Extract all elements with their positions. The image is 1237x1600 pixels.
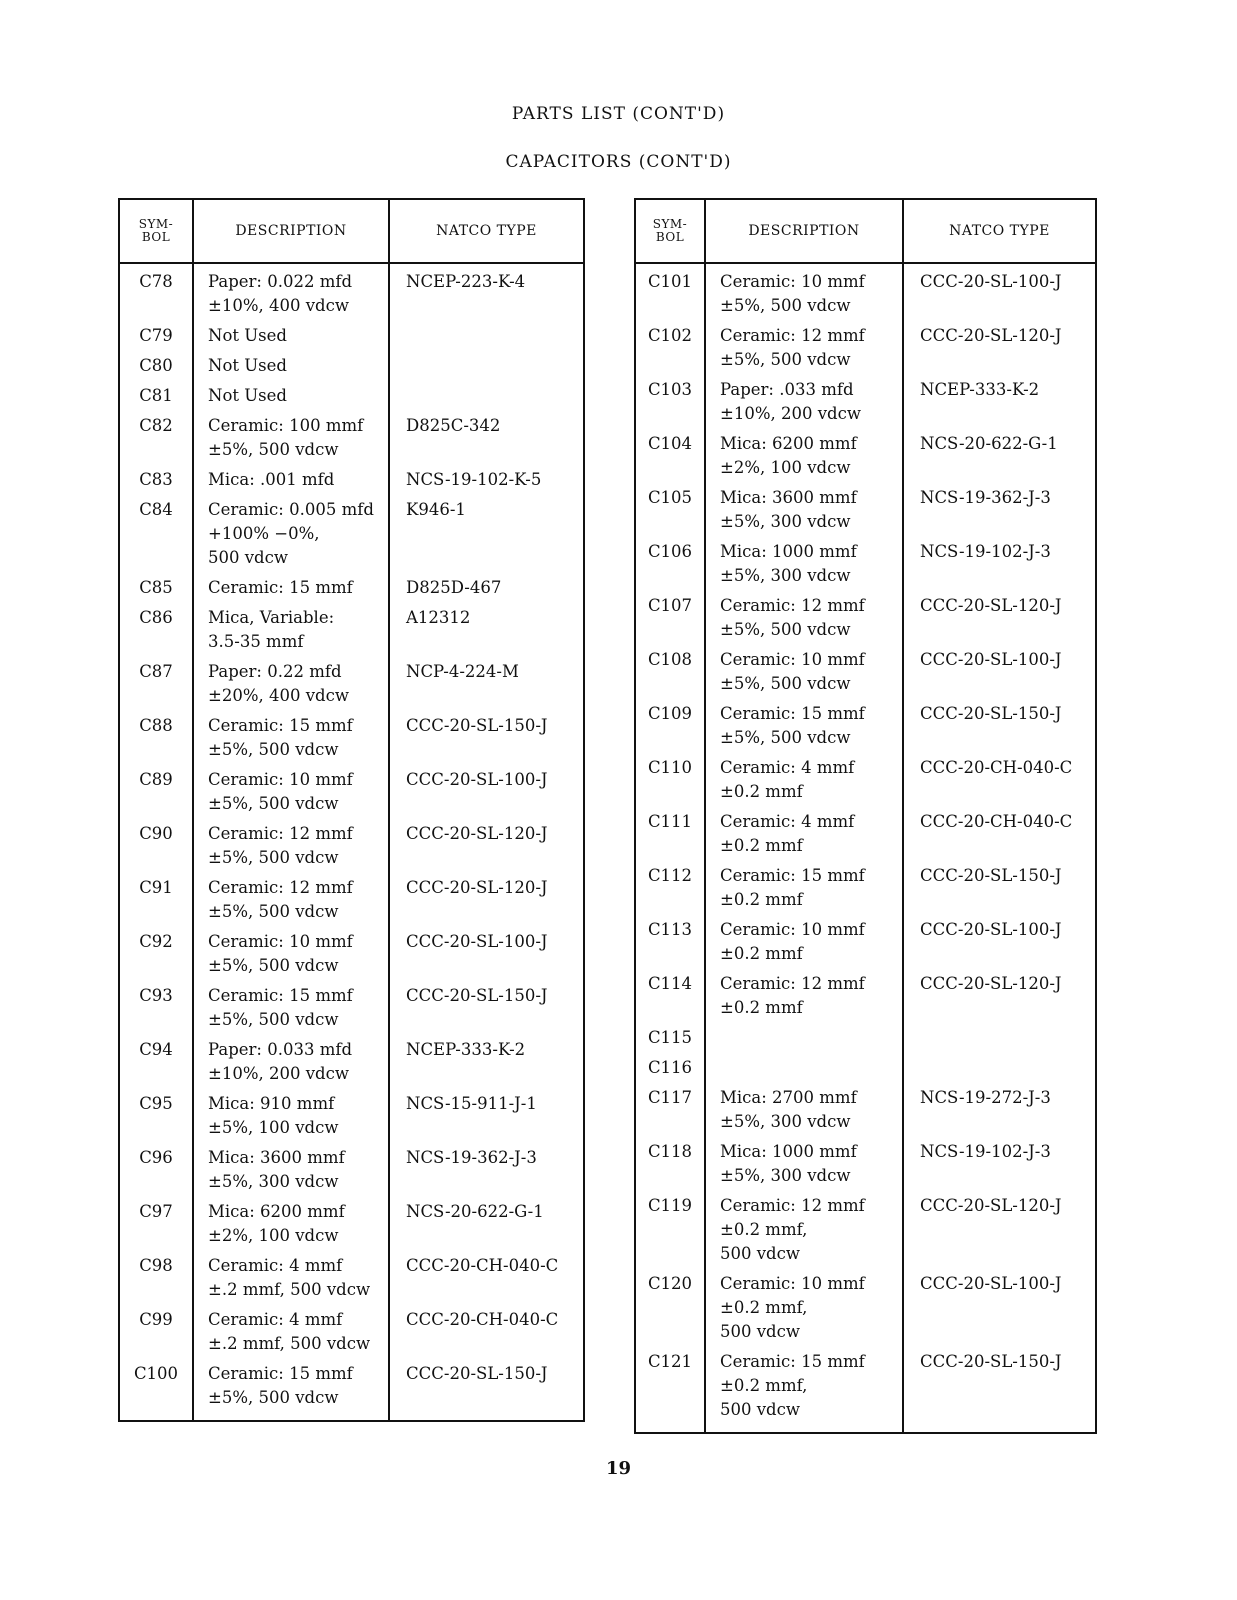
- natco-type-cell: D825C-342: [406, 416, 501, 435]
- table-row: [119, 978, 584, 1032]
- page-number: 19: [605, 1458, 632, 1479]
- description-cell: [193, 348, 389, 378]
- section-subtitle: CAPACITORS (CONT'D): [505, 152, 732, 172]
- symbol-cell: C120: [635, 1266, 705, 1344]
- symbol-cell: C84: [119, 492, 193, 570]
- symbol-cell: C114: [635, 966, 705, 1020]
- symbol-cell: C78: [119, 263, 193, 318]
- symbol-cell: C121: [635, 1344, 705, 1433]
- description-cell: [193, 570, 389, 600]
- natco-type-cell: [903, 1020, 1096, 1050]
- natco-type-cell: NCS-19-102-J-3: [920, 1142, 1051, 1161]
- symbol-cell: C87: [119, 654, 193, 708]
- description-cell: [705, 1266, 903, 1344]
- type-column-header: NATCO TYPE: [389, 199, 584, 263]
- natco-type-cell: CCC-20-SL-100-J: [406, 770, 548, 789]
- description-cell: [193, 1140, 389, 1194]
- symbol-cell: C95: [119, 1086, 193, 1140]
- description-cell: [193, 816, 389, 870]
- table-row: [119, 378, 584, 408]
- table-row: [635, 1080, 1096, 1134]
- description-cell: [193, 378, 389, 408]
- symbol-cell: C109: [635, 696, 705, 750]
- table-row: [635, 1266, 1096, 1344]
- description-cell: [705, 912, 903, 966]
- natco-type-cell: CCC-20-SL-120-J: [920, 326, 1062, 345]
- table-row: [635, 1134, 1096, 1188]
- description-cell: [193, 1356, 389, 1421]
- description-cell: [705, 750, 903, 804]
- description-cell: [193, 1194, 389, 1248]
- symbol-cell: C81: [119, 378, 193, 408]
- natco-type-cell: NCS-20-622-G-1: [920, 434, 1058, 453]
- description-text: Mica: .001 mfd: [208, 470, 335, 489]
- table-row: [635, 696, 1096, 750]
- table-row: [119, 408, 584, 462]
- natco-type-cell: D825D-467: [406, 578, 502, 597]
- description-text: Ceramic: 15 mmf ±5%, 500 vdcw: [720, 704, 865, 747]
- table-row: [119, 1032, 584, 1086]
- table-row: [635, 1188, 1096, 1266]
- natco-type-cell: CCC-20-SL-120-J: [920, 974, 1062, 993]
- table-row: [635, 318, 1096, 372]
- description-cell: [705, 1188, 903, 1266]
- description-text: Ceramic: 4 mmf ±.2 mmf, 500 vdcw: [208, 1310, 371, 1353]
- description-text: Ceramic: 10 mmf ±5%, 500 vdcw: [208, 932, 353, 975]
- description-text: Ceramic: 12 mmf ±0.2 mmf: [720, 974, 865, 1017]
- description-text: Not Used: [208, 356, 287, 375]
- description-text: Paper: 0.22 mfd ±20%, 400 vdcw: [208, 662, 349, 705]
- table-row: [635, 966, 1096, 1020]
- description-cell: [193, 762, 389, 816]
- table-row: [119, 816, 584, 870]
- description-cell: [705, 426, 903, 480]
- natco-type-cell: CCC-20-SL-120-J: [406, 824, 548, 843]
- symbol-cell: C110: [635, 750, 705, 804]
- description-text: Mica: 1000 mmf ±5%, 300 vdcw: [720, 1142, 857, 1185]
- natco-type-cell: NCS-19-362-J-3: [920, 488, 1051, 507]
- symbol-cell: C107: [635, 588, 705, 642]
- description-text: Ceramic: 0.005 mfd +100% −0%, 500 vdcw: [208, 500, 374, 567]
- natco-type-cell: K946-1: [406, 500, 466, 519]
- description-text: Ceramic: 100 mmf ±5%, 500 vdcw: [208, 416, 364, 459]
- description-text: Mica, Variable: 3.5-35 mmf: [208, 608, 335, 651]
- table-row: [635, 263, 1096, 318]
- description-cell: [705, 1050, 903, 1080]
- symbol-cell: C117: [635, 1080, 705, 1134]
- description-cell: [705, 1020, 903, 1050]
- symbol-cell: C85: [119, 570, 193, 600]
- symbol-cell: C94: [119, 1032, 193, 1086]
- symbol-cell: C92: [119, 924, 193, 978]
- symbol-cell: C112: [635, 858, 705, 912]
- description-cell: [193, 600, 389, 654]
- table-row: [635, 858, 1096, 912]
- description-text: Mica: 2700 mmf ±5%, 300 vdcw: [720, 1088, 857, 1131]
- natco-type-cell: NCS-19-102-K-5: [406, 470, 542, 489]
- natco-type-cell: CCC-20-SL-100-J: [920, 920, 1062, 939]
- table-row: [119, 1248, 584, 1302]
- symbol-cell: C99: [119, 1302, 193, 1356]
- table-row: [119, 870, 584, 924]
- natco-type-cell: NCS-19-362-J-3: [406, 1148, 537, 1167]
- natco-type-cell: NCEP-333-K-2: [920, 380, 1040, 399]
- symbol-cell: C89: [119, 762, 193, 816]
- natco-type-cell: NCEP-333-K-2: [406, 1040, 526, 1059]
- symbol-cell: C88: [119, 708, 193, 762]
- table-row: [635, 912, 1096, 966]
- table-row: [635, 1020, 1096, 1050]
- description-text: Mica: 6200 mmf ±2%, 100 vdcw: [208, 1202, 345, 1245]
- description-text: Ceramic: 15 mmf ±0.2 mmf, 500 vdcw: [720, 1352, 865, 1419]
- table-row: [635, 804, 1096, 858]
- symbol-cell: C91: [119, 870, 193, 924]
- natco-type-cell: [389, 378, 584, 408]
- description-cell: [705, 858, 903, 912]
- table-row: [119, 762, 584, 816]
- description-cell: [705, 966, 903, 1020]
- table-row: [635, 372, 1096, 426]
- symbol-cell: C82: [119, 408, 193, 462]
- description-text: Not Used: [208, 326, 287, 345]
- table-row: [119, 263, 584, 318]
- description-cell: [705, 696, 903, 750]
- parts-table-left: [118, 198, 585, 1422]
- description-text: Ceramic: 4 mmf ±0.2 mmf: [720, 758, 855, 801]
- natco-type-cell: CCC-20-SL-150-J: [406, 1364, 548, 1383]
- symbol-cell: C106: [635, 534, 705, 588]
- description-cell: [193, 870, 389, 924]
- description-text: Mica: 3600 mmf ±5%, 300 vdcw: [720, 488, 857, 531]
- natco-type-cell: NCS-19-272-J-3: [920, 1088, 1051, 1107]
- description-cell: [705, 480, 903, 534]
- natco-type-cell: [389, 348, 584, 378]
- description-text: Ceramic: 12 mmf ±5%, 500 vdcw: [208, 824, 353, 867]
- description-cell: [705, 318, 903, 372]
- description-text: Ceramic: 15 mmf ±5%, 500 vdcw: [208, 986, 353, 1029]
- symbol-cell: C97: [119, 1194, 193, 1248]
- natco-type-cell: NCS-15-911-J-1: [406, 1094, 537, 1113]
- natco-type-cell: CCC-20-SL-100-J: [920, 650, 1062, 669]
- symbol-cell: C102: [635, 318, 705, 372]
- table-row: [635, 1344, 1096, 1433]
- table-row: [119, 708, 584, 762]
- description-text: Mica: 1000 mmf ±5%, 300 vdcw: [720, 542, 857, 585]
- natco-type-cell: CCC-20-SL-100-J: [406, 932, 548, 951]
- description-text: Paper: 0.022 mfd ±10%, 400 vdcw: [208, 272, 353, 315]
- natco-type-cell: CCC-20-SL-150-J: [406, 716, 548, 735]
- symbol-column-header: SYM- BOL: [119, 199, 193, 263]
- description-cell: [705, 804, 903, 858]
- description-cell: [705, 372, 903, 426]
- description-cell: [193, 492, 389, 570]
- description-text: Ceramic: 15 mmf: [208, 578, 353, 597]
- description-text: Ceramic: 10 mmf ±0.2 mmf, 500 vdcw: [720, 1274, 865, 1341]
- description-cell: [193, 978, 389, 1032]
- symbol-cell: C105: [635, 480, 705, 534]
- description-cell: [193, 1032, 389, 1086]
- natco-type-cell: CCC-20-SL-120-J: [920, 596, 1062, 615]
- description-text: Paper: .033 mfd ±10%, 200 vdcw: [720, 380, 861, 423]
- description-text: Ceramic: 12 mmf ±5%, 500 vdcw: [720, 596, 865, 639]
- description-cell: [705, 1134, 903, 1188]
- description-column-header: DESCRIPTION: [193, 199, 389, 263]
- table-row: [635, 750, 1096, 804]
- natco-type-cell: NCS-20-622-G-1: [406, 1202, 544, 1221]
- table-row: [119, 492, 584, 570]
- parts-table-right: [634, 198, 1097, 1434]
- description-cell: [193, 1086, 389, 1140]
- description-cell: [705, 1080, 903, 1134]
- description-cell: [705, 534, 903, 588]
- symbol-cell: C113: [635, 912, 705, 966]
- description-text: Ceramic: 15 mmf ±0.2 mmf: [720, 866, 865, 909]
- natco-type-cell: NCEP-223-K-4: [406, 272, 526, 291]
- table-body: [119, 263, 584, 1421]
- description-cell: [193, 1302, 389, 1356]
- table-row: [119, 462, 584, 492]
- natco-type-cell: CCC-20-SL-100-J: [920, 272, 1062, 291]
- symbol-cell: C96: [119, 1140, 193, 1194]
- natco-type-cell: CCC-20-SL-150-J: [920, 704, 1062, 723]
- symbol-cell: C111: [635, 804, 705, 858]
- description-cell: [705, 1344, 903, 1433]
- table-row: [119, 1086, 584, 1140]
- symbol-cell: C80: [119, 348, 193, 378]
- natco-type-cell: NCP-4-224-M: [406, 662, 519, 681]
- description-text: Ceramic: 4 mmf ±.2 mmf, 500 vdcw: [208, 1256, 371, 1299]
- table-row: [119, 924, 584, 978]
- description-cell: [705, 642, 903, 696]
- description-text: Mica: 3600 mmf ±5%, 300 vdcw: [208, 1148, 345, 1191]
- table-row: [119, 1356, 584, 1421]
- natco-type-cell: [389, 318, 584, 348]
- page-title: PARTS LIST (CONT'D): [511, 104, 726, 124]
- description-cell: [705, 588, 903, 642]
- description-cell: [193, 263, 389, 318]
- symbol-cell: C116: [635, 1050, 705, 1080]
- symbol-cell: C101: [635, 263, 705, 318]
- table-row: [635, 588, 1096, 642]
- natco-type-cell: NCS-19-102-J-3: [920, 542, 1051, 561]
- description-cell: [705, 263, 903, 318]
- description-text: Ceramic: 10 mmf ±5%, 500 vdcw: [720, 272, 865, 315]
- description-text: Ceramic: 15 mmf ±5%, 500 vdcw: [208, 716, 353, 759]
- description-cell: [193, 1248, 389, 1302]
- description-cell: [193, 654, 389, 708]
- table-header-row: [119, 199, 584, 263]
- symbol-cell: C98: [119, 1248, 193, 1302]
- symbol-cell: C115: [635, 1020, 705, 1050]
- table-body: [635, 263, 1096, 1433]
- description-cell: [193, 462, 389, 492]
- description-text: Ceramic: 4 mmf ±0.2 mmf: [720, 812, 855, 855]
- natco-type-cell: CCC-20-SL-120-J: [406, 878, 548, 897]
- natco-type-cell: [903, 1050, 1096, 1080]
- symbol-column-header: SYM- BOL: [635, 199, 705, 263]
- description-text: Ceramic: 15 mmf ±5%, 500 vdcw: [208, 1364, 353, 1407]
- natco-type-cell: CCC-20-SL-150-J: [920, 866, 1062, 885]
- description-text: Ceramic: 12 mmf ±5%, 500 vdcw: [208, 878, 353, 921]
- symbol-cell: C108: [635, 642, 705, 696]
- description-column-header: DESCRIPTION: [705, 199, 903, 263]
- description-cell: [193, 318, 389, 348]
- symbol-cell: C103: [635, 372, 705, 426]
- description-text: Ceramic: 10 mmf ±5%, 500 vdcw: [720, 650, 865, 693]
- table-row: [119, 654, 584, 708]
- natco-type-cell: CCC-20-CH-040-C: [406, 1310, 559, 1329]
- description-text: Ceramic: 12 mmf ±0.2 mmf, 500 vdcw: [720, 1196, 865, 1263]
- description-text: Mica: 910 mmf ±5%, 100 vdcw: [208, 1094, 339, 1137]
- natco-type-cell: CCC-20-CH-040-C: [920, 758, 1073, 777]
- table-row: [635, 480, 1096, 534]
- table-row: [119, 570, 584, 600]
- type-column-header: NATCO TYPE: [903, 199, 1096, 263]
- table-row: [119, 600, 584, 654]
- symbol-cell: C100: [119, 1356, 193, 1421]
- natco-type-cell: CCC-20-SL-100-J: [920, 1274, 1062, 1293]
- symbol-cell: C119: [635, 1188, 705, 1266]
- description-text: Ceramic: 10 mmf ±0.2 mmf: [720, 920, 865, 963]
- table-header-row: [635, 199, 1096, 263]
- natco-type-cell: CCC-20-CH-040-C: [920, 812, 1073, 831]
- symbol-cell: C118: [635, 1134, 705, 1188]
- natco-type-cell: CCC-20-SL-120-J: [920, 1196, 1062, 1215]
- table-row: [635, 1050, 1096, 1080]
- description-text: Not Used: [208, 386, 287, 405]
- symbol-cell: C90: [119, 816, 193, 870]
- symbol-cell: C93: [119, 978, 193, 1032]
- table-row: [635, 642, 1096, 696]
- natco-type-cell: CCC-20-SL-150-J: [406, 986, 548, 1005]
- table-row: [635, 426, 1096, 480]
- description-text: Paper: 0.033 mfd ±10%, 200 vdcw: [208, 1040, 353, 1083]
- description-cell: [193, 924, 389, 978]
- description-text: Ceramic: 10 mmf ±5%, 500 vdcw: [208, 770, 353, 813]
- natco-type-cell: CCC-20-CH-040-C: [406, 1256, 559, 1275]
- symbol-cell: C83: [119, 462, 193, 492]
- table-row: [119, 348, 584, 378]
- table-row: [635, 534, 1096, 588]
- table-row: [119, 318, 584, 348]
- natco-type-cell: CCC-20-SL-150-J: [920, 1352, 1062, 1371]
- description-cell: [193, 708, 389, 762]
- symbol-cell: C86: [119, 600, 193, 654]
- natco-type-cell: A12312: [406, 608, 471, 627]
- description-cell: [193, 408, 389, 462]
- description-text: Mica: 6200 mmf ±2%, 100 vdcw: [720, 434, 857, 477]
- table-row: [119, 1194, 584, 1248]
- table-row: [119, 1140, 584, 1194]
- description-text: Ceramic: 12 mmf ±5%, 500 vdcw: [720, 326, 865, 369]
- symbol-cell: C104: [635, 426, 705, 480]
- symbol-cell: C79: [119, 318, 193, 348]
- table-row: [119, 1302, 584, 1356]
